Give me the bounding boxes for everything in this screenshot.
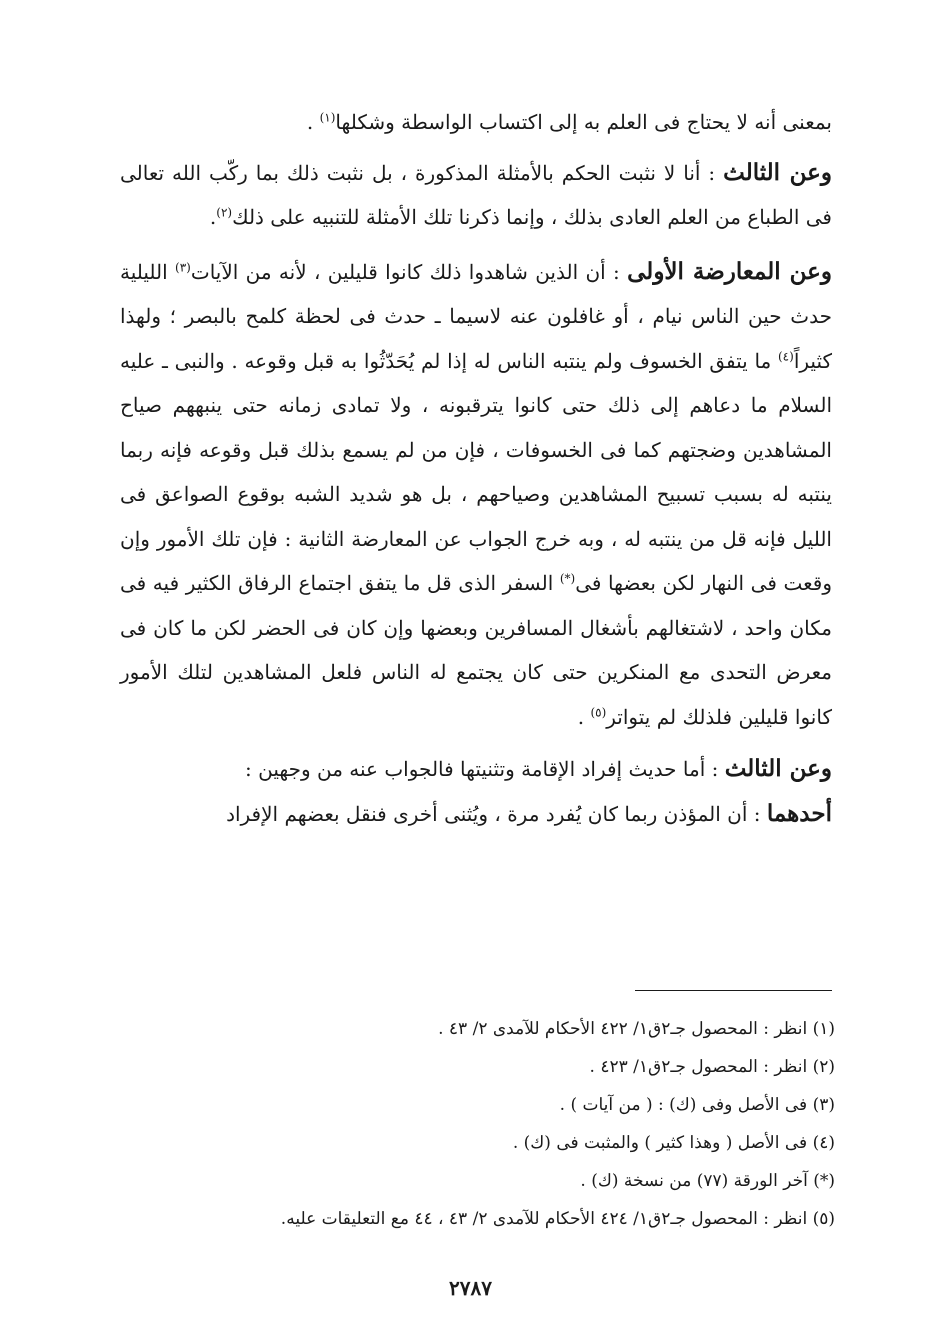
footnote-ref-star[interactable]: (*) [559,571,576,586]
paragraph-1-text: بمعنى أنه لا يحتاج فى العلم به إلى اكتساب الواسطة وشكلها [335,110,832,134]
paragraph-5-text: : أن المؤذن ربما كان يُفرد مرة ، ويُثنى أخرى فنقل بعضهم الإفراد [226,801,767,826]
paragraph-1-tail: . [306,110,320,134]
footnote-star: (*) آخر الورقة (٧٧) من نسخة (ك) . [580,1171,835,1191]
footnote-5: (٥) انظر : المحصول جـ٢ق١/ ٤٢٤ الأحكام للآمدى ٢/ ٤٣ ، ٤٤ مع التعليقات عليه. [280,1209,835,1229]
footnote-ref-5[interactable]: (٥) [590,704,607,719]
paragraph-3-tail: . [577,704,591,729]
paragraph-3-text-d: السفر الذى قل ما يتفق اجتماع الرفاق الكثير فيه فى مكان واحد ، لاشتغالهم بأشغال المسافرين وبعضها وإن كان فى الحضر لكن ما كان فى معرض التحدى مع المنكرين حتى كان يجتمع له الناس فلعل المشاهدين لتلك الأمور كانوا قليلين فلذلك لم يتواتر [120,571,832,729]
paragraph-1 [120,100,832,145]
footnote-2: (٢) انظر : المحصول جـ٢ق١/ ٤٢٣ . [589,1057,835,1077]
footnote-divider [635,990,832,991]
paragraph-4 [120,747,832,792]
paragraph-3-text-a: : أن الذين شاهدوا ذلك كانوا قليلين ، لأنه من الآيات [190,259,628,284]
footnote-1: (١) انظر : المحصول جـ٢ق١/ ٤٢٢ الأحكام للآمدى ٢/ ٤٣ . [438,1019,835,1039]
paragraph-3-text-c: ما يتفق الخسوف ولم ينتبه الناس له إذا لم يُحَدّثُوا به قبل وقوعه . والنبى ـ عليه السلام ما دعاهم إلى ذلك حتى كانوا يترقبونه ، ولا تمادى زمانه حتى ينبههم صياح المشاهدين وضجتهم كما فى الخسوفات ، فإن من لم يسمع بذلك قبل وقوعه فإنه ربما ينتبه له بسبب تسبيح المشاهدين وصياحهم ، بل هو شديد الشبه بوقوع الصواعق فى الليل فإنه قل من ينتبه له ، وبه خرج الجواب عن المعارضة الثانية : فإن تلك الأمور وإن وقعت فى النهار لكن بعضها فى [120,348,832,595]
paragraph-2-tail: . [209,205,217,229]
paragraph-3 [120,250,832,740]
main-text [120,100,832,836]
paragraph-2 [120,151,832,240]
page-number: ٢٧٨٧ [449,1276,492,1300]
footnotes [120,1010,835,1238]
paragraph-4-heading: وعن الثالث [724,755,832,782]
paragraph-2-heading: وعن الثالث [723,158,832,186]
footnote-4: (٤) فى الأصل ( وهذا كثير ) والمثبت فى (ك) . [512,1133,835,1153]
paragraph-5-heading: أحدهما [766,799,832,827]
footnote-ref-1[interactable]: (١) [319,110,336,125]
footnote-ref-2[interactable]: (٢) [216,205,233,220]
footnote-3: (٣) فى الأصل وفى (ك) : ( من آيات ) . [559,1095,835,1115]
paragraph-2-text: : أنا لا نثبت الحكم بالأمثلة المذكورة ، بل نثبت ذلك بما ركّب الله تعالى فى الطباع من العلم العادى بذلك ، وإنما ذكرنا تلك الأمثلة للتنبيه على ذلك [120,160,832,229]
paragraph-3-heading: وعن المعارضة الأولى [627,257,833,285]
paragraph-3-text-b: الليلية حدث حين الناس نيام ، أو غافلون عنه لاسيما ـ حدث فى لحظة كلمح بالبصر ؛ ولهذا كثيراً [120,259,832,373]
footnote-ref-3[interactable]: (٣) [175,259,191,274]
footnote-ref-4[interactable]: (٤) [777,348,794,363]
paragraph-5 [120,792,832,837]
paragraph-4-text: : أما حديث إفراد الإقامة وتثنيتها فالجواب عنه من وجهين : [245,757,725,781]
